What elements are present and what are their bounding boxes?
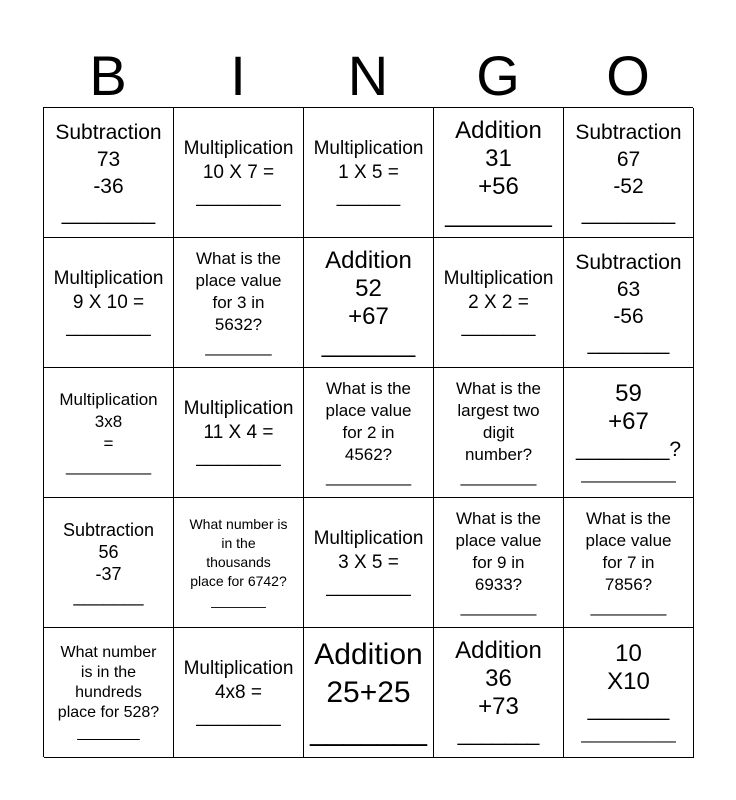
cell-blank: _______ <box>77 723 140 741</box>
bingo-cell-r2c1[interactable] <box>44 238 174 368</box>
bingo-cell-r5c3[interactable] <box>304 628 434 758</box>
cell-text: 6933? <box>474 574 523 594</box>
cell-text: 4x8 = <box>214 681 262 703</box>
cell-blank: ________ <box>66 315 151 337</box>
bingo-cell-r2c4[interactable] <box>434 238 564 368</box>
header-letter-b: B <box>89 44 127 107</box>
cell-text: +56 <box>478 172 519 200</box>
cell-text: What is the <box>455 378 542 398</box>
cell-blank: ________ <box>196 185 281 207</box>
bingo-cell-r5c1[interactable] <box>44 628 174 758</box>
cell-text: 52 <box>355 274 382 302</box>
bingo-cell-r4c5[interactable] <box>564 498 694 628</box>
cell-text: ________? <box>575 438 682 461</box>
cell-text: 10 X 7 = <box>202 161 275 183</box>
cell-text: -36 <box>93 174 124 198</box>
cell-text: Multiplication <box>443 267 554 289</box>
cell-text: 11 X 4 = <box>203 421 274 443</box>
cell-text: is in the <box>80 663 137 681</box>
cell-text: place value <box>195 270 282 290</box>
cell-text: for 2 in <box>342 422 395 442</box>
cell-text: -52 <box>613 174 644 198</box>
cell-text: 59 <box>615 380 642 407</box>
cell-blank: _______ <box>73 585 144 606</box>
cell-text: -56 <box>613 304 644 328</box>
bingo-cell-r1c5[interactable] <box>564 108 694 238</box>
bingo-cell-r4c1[interactable] <box>44 498 174 628</box>
cell-blank: __________ <box>581 724 676 743</box>
bingo-cell-r5c2[interactable] <box>174 628 304 758</box>
cell-blank: __________ <box>581 464 676 483</box>
cell-blank: _________ <box>325 466 412 486</box>
bingo-cell-r3c4[interactable] <box>434 368 564 498</box>
cell-text: 10 <box>615 640 642 667</box>
cell-text: 36 <box>485 665 512 692</box>
cell-blank: _______ <box>457 723 540 746</box>
cell-text: 3x8 <box>94 411 123 431</box>
cell-text: 25+25 <box>326 675 411 709</box>
cell-text: place value <box>325 400 412 420</box>
cell-text: largest two <box>457 400 540 420</box>
cell-blank: _______ <box>211 592 266 608</box>
cell-blank: _______ <box>310 713 427 747</box>
cell-text: What is the <box>455 508 542 528</box>
bingo-cell-r1c4[interactable] <box>434 108 564 238</box>
cell-text: in the <box>221 535 256 551</box>
bingo-cell-r5c5[interactable] <box>564 628 694 758</box>
cell-text: 2 X 2 = <box>468 291 529 313</box>
cell-text: 67 <box>616 147 641 171</box>
cell-blank: ________ <box>590 596 667 616</box>
cell-text: Subtraction <box>62 519 155 540</box>
cell-text: Addition <box>314 637 423 671</box>
cell-text: = <box>103 433 114 453</box>
cell-text: 63 <box>616 277 641 301</box>
bingo-cell-r2c5[interactable] <box>564 238 694 368</box>
cell-blank: ________ <box>581 201 676 225</box>
cell-text: Multiplication <box>53 267 164 289</box>
cell-text: Addition <box>455 116 542 144</box>
bingo-cell-r1c1[interactable] <box>44 108 174 238</box>
bingo-cell-r4c2[interactable] <box>174 498 304 628</box>
cell-text: Subtraction <box>55 120 162 144</box>
bingo-board <box>43 107 693 757</box>
cell-blank: ________ <box>326 575 411 597</box>
cell-text: 7856? <box>604 574 653 594</box>
cell-text: place for 528? <box>57 703 160 721</box>
cell-text: Subtraction <box>575 250 682 274</box>
cell-text: 1 X 5 = <box>338 161 399 183</box>
cell-text: for 9 in <box>472 552 525 572</box>
cell-text: number? <box>464 444 533 464</box>
cell-text: What is the <box>195 248 282 268</box>
cell-text: 56 <box>98 541 119 562</box>
bingo-cell-r2c2[interactable] <box>174 238 304 368</box>
cell-blank: _______ <box>321 330 416 358</box>
cell-text: Multiplication <box>313 527 424 549</box>
cell-text: Addition <box>325 246 412 274</box>
bingo-cell-r3c5[interactable] <box>564 368 694 498</box>
bingo-cell-r1c3[interactable] <box>304 108 434 238</box>
cell-text: What number is <box>189 516 288 532</box>
cell-text: What is the <box>325 378 412 398</box>
cell-text: for 7 in <box>602 552 655 572</box>
cell-text: -37 <box>95 563 122 584</box>
cell-text: place for 6742? <box>190 573 287 589</box>
cell-text: 5632? <box>214 314 263 334</box>
bingo-cell-r4c4[interactable] <box>434 498 564 628</box>
bingo-cell-r3c1[interactable] <box>44 368 174 498</box>
cell-blank: ______ <box>336 185 401 207</box>
cell-blank: ________ <box>196 445 281 467</box>
cell-text: place value <box>455 530 542 550</box>
bingo-cell-r3c2[interactable] <box>174 368 304 498</box>
cell-text: Multiplication <box>313 137 424 159</box>
bingo-cell-r3c3[interactable] <box>304 368 434 498</box>
header-letter-o: O <box>606 44 650 107</box>
cell-blank: ________ <box>460 466 537 486</box>
header-letter-i: I <box>230 44 246 107</box>
cell-text: X10 <box>607 668 650 695</box>
cell-text: for 3 in <box>212 292 265 312</box>
cell-text: 9 X 10 = <box>72 291 145 313</box>
bingo-cell-r1c2[interactable] <box>174 108 304 238</box>
cell-blank: ________ <box>460 596 537 616</box>
cell-text: Multiplication <box>183 137 294 159</box>
cell-blank: _________ <box>65 455 152 475</box>
cell-text: +73 <box>478 693 519 720</box>
header-letter-n: N <box>347 44 389 107</box>
cell-blank: ________ <box>445 200 552 228</box>
cell-text: Multiplication <box>59 389 158 409</box>
cell-text: 31 <box>485 144 512 172</box>
bingo-header <box>43 44 693 108</box>
cell-text: thousands <box>206 554 271 570</box>
cell-text: 4562? <box>344 444 393 464</box>
cell-text: +67 <box>348 302 389 330</box>
cell-text: Multiplication <box>183 397 294 419</box>
cell-blank: _______ <box>587 698 670 721</box>
cell-blank: ________ <box>196 705 281 727</box>
cell-text: What number <box>60 643 157 661</box>
cell-text: 3 X 5 = <box>338 551 399 573</box>
bingo-cell-r5c4[interactable] <box>434 628 564 758</box>
cell-text: +67 <box>608 408 649 435</box>
cell-blank: _______ <box>205 336 272 356</box>
cell-text: hundreds <box>75 683 142 701</box>
cell-text: place value <box>585 530 672 550</box>
bingo-cell-r4c3[interactable] <box>304 498 434 628</box>
cell-blank: _______ <box>461 315 536 337</box>
cell-blank: _______ <box>587 331 670 355</box>
cell-text: 73 <box>96 147 121 171</box>
cell-text: Multiplication <box>183 657 294 679</box>
cell-blank: ________ <box>61 201 156 225</box>
cell-text: digit <box>482 422 515 442</box>
cell-text: What is the <box>585 508 672 528</box>
cell-text: Subtraction <box>575 120 682 144</box>
cell-text: Addition <box>455 637 542 664</box>
bingo-cell-r2c3[interactable] <box>304 238 434 368</box>
header-letter-g: G <box>476 44 520 107</box>
